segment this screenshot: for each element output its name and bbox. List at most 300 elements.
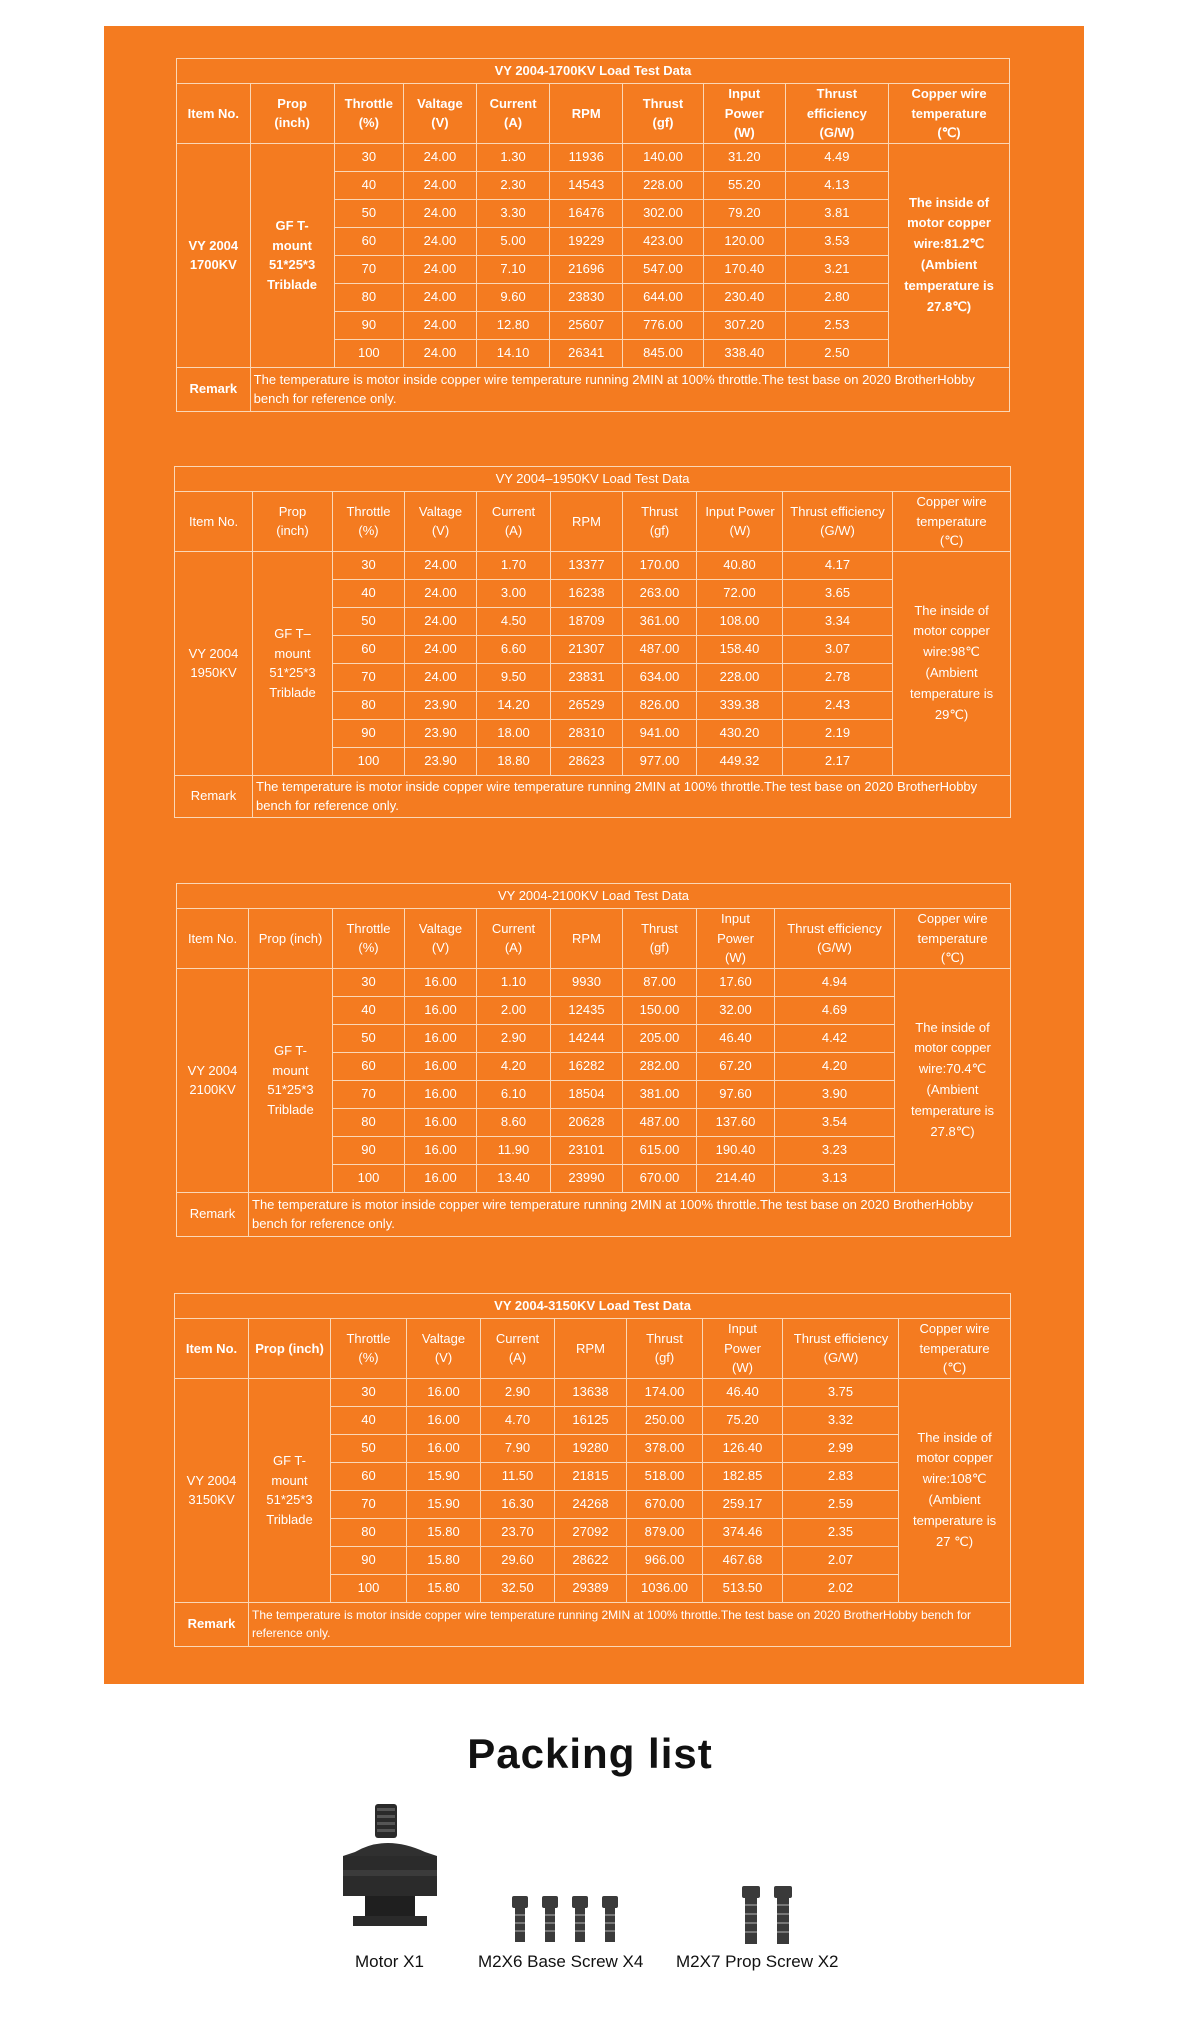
header-input-power: Input Power (W) bbox=[703, 1319, 783, 1379]
data-cell: 16.00 bbox=[405, 1136, 477, 1164]
data-cell: 60 bbox=[334, 227, 404, 255]
data-cell: 845.00 bbox=[623, 339, 704, 367]
packing-list-title: Packing list bbox=[467, 1730, 713, 1777]
data-cell: 15.80 bbox=[407, 1518, 481, 1546]
data-cell: 4.49 bbox=[785, 143, 888, 171]
header-copper-temp: Copper wire temperature (℃) bbox=[895, 909, 1011, 969]
data-cell: 2.17 bbox=[783, 747, 893, 775]
data-cell: 1036.00 bbox=[627, 1574, 703, 1602]
data-cell: 977.00 bbox=[623, 747, 697, 775]
data-cell: 90 bbox=[334, 311, 404, 339]
data-cell: 14.20 bbox=[477, 691, 551, 719]
data-cell: 3.13 bbox=[775, 1164, 895, 1192]
remark-text: The temperature is motor inside copper wire temperature running 2MIN at 100% throttle.The test base on 2020 BrotherHobby bench for reference only. bbox=[249, 1602, 1011, 1646]
data-cell: 32.00 bbox=[697, 996, 775, 1024]
data-cell: 18.00 bbox=[477, 719, 551, 747]
data-cell: 2.30 bbox=[476, 171, 550, 199]
data-cell: 50 bbox=[331, 1434, 407, 1462]
header-thrust-efficiency: Thrust efficiency (G/W) bbox=[783, 1319, 899, 1379]
data-cell: 72.00 bbox=[697, 579, 783, 607]
data-cell: 24.00 bbox=[405, 579, 477, 607]
data-cell: 3.30 bbox=[476, 199, 550, 227]
data-cell: 140.00 bbox=[623, 143, 704, 171]
remark-label: Remark bbox=[177, 367, 251, 411]
copper-note-cell: The inside of motor copper wire:98℃ (Ambient temperature is 29℃) bbox=[893, 551, 1011, 775]
prop-cell: GF T-mount 51*25*3 Triblade bbox=[250, 143, 334, 367]
data-cell: 24.00 bbox=[404, 171, 477, 199]
data-cell: 2.19 bbox=[783, 719, 893, 747]
data-cell: 361.00 bbox=[623, 607, 697, 635]
data-cell: 14244 bbox=[551, 1024, 623, 1052]
data-cell: 2.50 bbox=[785, 339, 888, 367]
data-cell: 60 bbox=[333, 635, 405, 663]
data-cell: 24268 bbox=[555, 1490, 627, 1518]
data-cell: 14.10 bbox=[476, 339, 550, 367]
header-thrust-efficiency: Thrust efficiency (G/W) bbox=[785, 84, 888, 144]
data-cell: 32.50 bbox=[481, 1574, 555, 1602]
header-throttle: Throttle (%) bbox=[333, 909, 405, 969]
data-cell: 24.00 bbox=[404, 255, 477, 283]
data-cell: 634.00 bbox=[623, 663, 697, 691]
data-cell: 2.59 bbox=[783, 1490, 899, 1518]
copper-note-cell: The inside of motor copper wire:70.4℃ (Ambient temperature is 27.8℃) bbox=[895, 968, 1011, 1192]
header-prop: Prop (inch) bbox=[249, 1319, 331, 1379]
data-cell: 378.00 bbox=[627, 1434, 703, 1462]
data-cell: 50 bbox=[334, 199, 404, 227]
data-cell: 150.00 bbox=[623, 996, 697, 1024]
data-cell: 30 bbox=[333, 968, 405, 996]
data-cell: 80 bbox=[331, 1518, 407, 1546]
data-cell: 137.60 bbox=[697, 1108, 775, 1136]
data-cell: 18709 bbox=[551, 607, 623, 635]
data-cell: 21815 bbox=[555, 1462, 627, 1490]
data-cell: 13.40 bbox=[477, 1164, 551, 1192]
data-cell: 381.00 bbox=[623, 1080, 697, 1108]
data-cell: 28310 bbox=[551, 719, 623, 747]
data-cell: 46.40 bbox=[697, 1024, 775, 1052]
data-cell: 16.00 bbox=[407, 1406, 481, 1434]
data-cell: 26529 bbox=[551, 691, 623, 719]
data-cell: 108.00 bbox=[697, 607, 783, 635]
data-cell: 46.40 bbox=[703, 1378, 783, 1406]
load-test-table-2100kv bbox=[176, 883, 1011, 1237]
motor-item bbox=[335, 1800, 445, 1945]
data-cell: 826.00 bbox=[623, 691, 697, 719]
table-body bbox=[175, 1378, 1011, 1602]
header-item-no: Item No. bbox=[177, 909, 249, 969]
data-cell: 19280 bbox=[555, 1434, 627, 1462]
data-cell: 100 bbox=[333, 747, 405, 775]
data-cell: 4.17 bbox=[783, 551, 893, 579]
data-cell: 16.30 bbox=[481, 1490, 555, 1518]
data-cell: 2.35 bbox=[783, 1518, 899, 1546]
prop-screw-item bbox=[740, 1886, 796, 1951]
data-cell: 16125 bbox=[555, 1406, 627, 1434]
data-cell: 80 bbox=[333, 691, 405, 719]
data-cell: 2.80 bbox=[785, 283, 888, 311]
data-cell: 670.00 bbox=[623, 1164, 697, 1192]
header-input-power: Input Power (W) bbox=[703, 84, 785, 144]
data-cell: 24.00 bbox=[405, 635, 477, 663]
data-cell: 23.70 bbox=[481, 1518, 555, 1546]
data-cell: 24.00 bbox=[404, 199, 477, 227]
data-cell: 7.90 bbox=[481, 1434, 555, 1462]
data-cell: 2.83 bbox=[783, 1462, 899, 1490]
data-cell: 3.53 bbox=[785, 227, 888, 255]
pack-label-base-screw: M2X6 Base Screw X4 bbox=[478, 1952, 644, 1971]
data-cell: 338.40 bbox=[703, 339, 785, 367]
header-voltage: Valtage (V) bbox=[405, 909, 477, 969]
header-rpm: RPM bbox=[555, 1319, 627, 1379]
table-body bbox=[177, 143, 1010, 367]
remark-text: The temperature is motor inside copper wire temperature running 2MIN at 100% throttle.The test base on 2020 BrotherHobby bench for reference only. bbox=[250, 367, 1009, 411]
data-cell: 4.70 bbox=[481, 1406, 555, 1434]
header-voltage: Valtage (V) bbox=[407, 1319, 481, 1379]
data-cell: 15.90 bbox=[407, 1490, 481, 1518]
header-voltage: Valtage (V) bbox=[405, 492, 477, 552]
data-cell: 430.20 bbox=[697, 719, 783, 747]
header-prop: Prop (inch) bbox=[250, 84, 334, 144]
header-prop: Prop (inch) bbox=[249, 909, 333, 969]
header-current: Current (A) bbox=[481, 1319, 555, 1379]
data-cell: 263.00 bbox=[623, 579, 697, 607]
data-cell: 16.00 bbox=[407, 1434, 481, 1462]
data-cell: 16476 bbox=[550, 199, 623, 227]
data-cell: 3.65 bbox=[783, 579, 893, 607]
data-cell: 1.10 bbox=[477, 968, 551, 996]
data-cell: 70 bbox=[334, 255, 404, 283]
data-cell: 18504 bbox=[551, 1080, 623, 1108]
table-title: VY 2004-3150KV Load Test Data bbox=[175, 1294, 1011, 1319]
remark-text: The temperature is motor inside copper wire temperature running 2MIN at 100% throttle.The test base on 2020 BrotherHobby bench for reference only. bbox=[249, 1192, 1011, 1236]
header-copper-temp: Copper wire temperature (℃) bbox=[893, 492, 1011, 552]
item-no-cell: VY 2004 2100KV bbox=[177, 968, 249, 1192]
data-cell: 4.94 bbox=[775, 968, 895, 996]
data-cell: 40 bbox=[331, 1406, 407, 1434]
header-item-no: Item No. bbox=[177, 84, 251, 144]
data-cell: 3.21 bbox=[785, 255, 888, 283]
data-cell: 6.60 bbox=[477, 635, 551, 663]
data-cell: 3.32 bbox=[783, 1406, 899, 1434]
data-cell: 70 bbox=[333, 663, 405, 691]
header-thrust-efficiency: Thrust efficiency (G/W) bbox=[783, 492, 893, 552]
data-cell: 16238 bbox=[551, 579, 623, 607]
item-no-cell: VY 2004 1950KV bbox=[175, 551, 253, 775]
data-cell: 100 bbox=[333, 1164, 405, 1192]
motor-icon bbox=[335, 1800, 445, 1940]
header-current: Current (A) bbox=[476, 84, 550, 144]
data-cell: 25607 bbox=[550, 311, 623, 339]
data-cell: 26341 bbox=[550, 339, 623, 367]
data-cell: 941.00 bbox=[623, 719, 697, 747]
data-cell: 70 bbox=[333, 1080, 405, 1108]
data-cell: 28623 bbox=[551, 747, 623, 775]
data-cell: 24.00 bbox=[404, 227, 477, 255]
data-cell: 339.38 bbox=[697, 691, 783, 719]
data-cell: 90 bbox=[331, 1546, 407, 1574]
data-cell: 230.40 bbox=[703, 283, 785, 311]
data-cell: 24.00 bbox=[404, 143, 477, 171]
header-thrust: Thrust (gf) bbox=[627, 1319, 703, 1379]
table-row bbox=[175, 551, 1011, 579]
header-current: Current (A) bbox=[477, 909, 551, 969]
data-cell: 79.20 bbox=[703, 199, 785, 227]
item-no-cell: VY 2004 3150KV bbox=[175, 1378, 249, 1602]
data-cell: 182.85 bbox=[703, 1462, 783, 1490]
prop-screw-icon bbox=[740, 1886, 796, 1946]
data-cell: 190.40 bbox=[697, 1136, 775, 1164]
data-cell: 11936 bbox=[550, 143, 623, 171]
data-cell: 16.00 bbox=[405, 1024, 477, 1052]
data-cell: 467.68 bbox=[703, 1546, 783, 1574]
data-cell: 282.00 bbox=[623, 1052, 697, 1080]
data-cell: 307.20 bbox=[703, 311, 785, 339]
data-cell: 4.42 bbox=[775, 1024, 895, 1052]
data-cell: 615.00 bbox=[623, 1136, 697, 1164]
data-cell: 15.90 bbox=[407, 1462, 481, 1490]
data-cell: 21696 bbox=[550, 255, 623, 283]
data-cell: 3.81 bbox=[785, 199, 888, 227]
data-cell: 30 bbox=[333, 551, 405, 579]
data-cell: 16.00 bbox=[405, 1080, 477, 1108]
data-cell: 23830 bbox=[550, 283, 623, 311]
data-cell: 80 bbox=[333, 1108, 405, 1136]
data-cell: 29389 bbox=[555, 1574, 627, 1602]
header-thrust: Thrust (gf) bbox=[623, 492, 697, 552]
data-cell: 4.50 bbox=[477, 607, 551, 635]
data-cell: 50 bbox=[333, 607, 405, 635]
table-row bbox=[177, 968, 1011, 996]
data-cell: 2.90 bbox=[481, 1378, 555, 1406]
header-throttle: Throttle (%) bbox=[334, 84, 404, 144]
data-cell: 4.69 bbox=[775, 996, 895, 1024]
data-cell: 3.34 bbox=[783, 607, 893, 635]
data-cell: 776.00 bbox=[623, 311, 704, 339]
header-prop: Prop (inch) bbox=[253, 492, 333, 552]
data-cell: 23101 bbox=[551, 1136, 623, 1164]
copper-note-cell: The inside of motor copper wire:108℃ (Ambient temperature is 27 ℃) bbox=[899, 1378, 1011, 1602]
data-cell: 16.00 bbox=[405, 996, 477, 1024]
data-cell: 31.20 bbox=[703, 143, 785, 171]
remark-text: The temperature is motor inside copper wire temperature running 2MIN at 100% throttle.The test base on 2020 BrotherHobby bench for reference only. bbox=[253, 775, 1011, 817]
data-cell: 3.00 bbox=[477, 579, 551, 607]
table-title: VY 2004-2100KV Load Test Data bbox=[177, 884, 1011, 909]
data-cell: 1.70 bbox=[477, 551, 551, 579]
prop-cell: GF T–mount 51*25*3 Triblade bbox=[253, 551, 333, 775]
load-test-table-1950kv bbox=[174, 466, 1011, 818]
data-cell: 15.80 bbox=[407, 1546, 481, 1574]
data-cell: 97.60 bbox=[697, 1080, 775, 1108]
data-cell: 40 bbox=[334, 171, 404, 199]
data-cell: 259.17 bbox=[703, 1490, 783, 1518]
data-cell: 158.40 bbox=[697, 635, 783, 663]
data-cell: 423.00 bbox=[623, 227, 704, 255]
data-cell: 17.60 bbox=[697, 968, 775, 996]
data-cell: 23831 bbox=[551, 663, 623, 691]
data-cell: 40.80 bbox=[697, 551, 783, 579]
table-title: VY 2004–1950KV Load Test Data bbox=[175, 467, 1011, 492]
data-cell: 449.32 bbox=[697, 747, 783, 775]
data-cell: 40 bbox=[333, 996, 405, 1024]
data-cell: 16.00 bbox=[405, 1164, 477, 1192]
remark-label: Remark bbox=[175, 775, 253, 817]
table-body bbox=[175, 551, 1011, 775]
data-cell: 12435 bbox=[551, 996, 623, 1024]
data-cell: 6.10 bbox=[477, 1080, 551, 1108]
remark-label: Remark bbox=[177, 1192, 249, 1236]
data-cell: 24.00 bbox=[404, 311, 477, 339]
data-cell: 23.90 bbox=[405, 691, 477, 719]
data-cell: 18.80 bbox=[477, 747, 551, 775]
data-cell: 13638 bbox=[555, 1378, 627, 1406]
data-cell: 2.43 bbox=[783, 691, 893, 719]
data-cell: 30 bbox=[334, 143, 404, 171]
remark-label: Remark bbox=[175, 1602, 249, 1646]
data-cell: 100 bbox=[334, 339, 404, 367]
data-cell: 90 bbox=[333, 1136, 405, 1164]
data-cell: 75.20 bbox=[703, 1406, 783, 1434]
table-title: VY 2004-1700KV Load Test Data bbox=[177, 59, 1010, 84]
data-cell: 30 bbox=[331, 1378, 407, 1406]
data-cell: 60 bbox=[333, 1052, 405, 1080]
data-cell: 21307 bbox=[551, 635, 623, 663]
copper-note-cell: The inside of motor copper wire:81.2℃ (Ambient temperature is 27.8℃) bbox=[889, 143, 1010, 367]
data-cell: 20628 bbox=[551, 1108, 623, 1136]
load-test-table-1700kv bbox=[176, 58, 1010, 412]
data-cell: 547.00 bbox=[623, 255, 704, 283]
data-cell: 228.00 bbox=[697, 663, 783, 691]
data-cell: 23.90 bbox=[405, 747, 477, 775]
data-cell: 228.00 bbox=[623, 171, 704, 199]
data-cell: 2.53 bbox=[785, 311, 888, 339]
data-cell: 70 bbox=[331, 1490, 407, 1518]
data-cell: 120.00 bbox=[703, 227, 785, 255]
data-cell: 11.50 bbox=[481, 1462, 555, 1490]
load-test-table-3150kv bbox=[174, 1293, 1011, 1647]
data-cell: 19229 bbox=[550, 227, 623, 255]
data-cell: 518.00 bbox=[627, 1462, 703, 1490]
pack-label-motor: Motor X1 bbox=[355, 1952, 424, 1971]
data-cell: 3.75 bbox=[783, 1378, 899, 1406]
header-rpm: RPM bbox=[551, 909, 623, 969]
data-cell: 24.00 bbox=[404, 339, 477, 367]
data-cell: 2.07 bbox=[783, 1546, 899, 1574]
data-cell: 2.00 bbox=[477, 996, 551, 1024]
data-cell: 87.00 bbox=[623, 968, 697, 996]
data-cell: 13377 bbox=[551, 551, 623, 579]
data-cell: 40 bbox=[333, 579, 405, 607]
data-cell: 67.20 bbox=[697, 1052, 775, 1080]
header-thrust: Thrust (gf) bbox=[623, 909, 697, 969]
data-cell: 1.30 bbox=[476, 143, 550, 171]
prop-cell: GF T-mount 51*25*3 Triblade bbox=[249, 968, 333, 1192]
data-cell: 23990 bbox=[551, 1164, 623, 1192]
data-cell: 4.20 bbox=[477, 1052, 551, 1080]
data-cell: 55.20 bbox=[703, 171, 785, 199]
table-body bbox=[177, 968, 1011, 1192]
data-cell: 80 bbox=[334, 283, 404, 311]
data-cell: 7.10 bbox=[476, 255, 550, 283]
data-cell: 24.00 bbox=[404, 283, 477, 311]
header-voltage: Valtage (V) bbox=[404, 84, 477, 144]
data-cell: 250.00 bbox=[627, 1406, 703, 1434]
data-cell: 4.20 bbox=[775, 1052, 895, 1080]
header-item-no: Item No. bbox=[175, 1319, 249, 1379]
data-cell: 16.00 bbox=[407, 1378, 481, 1406]
base-screw-item bbox=[508, 1896, 620, 1951]
data-cell: 11.90 bbox=[477, 1136, 551, 1164]
header-item-no: Item No. bbox=[175, 492, 253, 552]
data-cell: 9930 bbox=[551, 968, 623, 996]
pack-label-prop-screw: M2X7 Prop Screw X2 bbox=[676, 1952, 839, 1971]
data-cell: 205.00 bbox=[623, 1024, 697, 1052]
header-throttle: Throttle (%) bbox=[331, 1319, 407, 1379]
data-cell: 24.00 bbox=[405, 551, 477, 579]
data-cell: 3.90 bbox=[775, 1080, 895, 1108]
data-cell: 100 bbox=[331, 1574, 407, 1602]
data-cell: 879.00 bbox=[627, 1518, 703, 1546]
data-cell: 60 bbox=[331, 1462, 407, 1490]
header-rpm: RPM bbox=[550, 84, 623, 144]
header-thrust: Thrust (gf) bbox=[623, 84, 704, 144]
data-cell: 27092 bbox=[555, 1518, 627, 1546]
data-cell: 126.40 bbox=[703, 1434, 783, 1462]
header-current: Current (A) bbox=[477, 492, 551, 552]
data-cell: 9.60 bbox=[476, 283, 550, 311]
header-rpm: RPM bbox=[551, 492, 623, 552]
data-cell: 374.46 bbox=[703, 1518, 783, 1546]
data-cell: 2.02 bbox=[783, 1574, 899, 1602]
data-cell: 966.00 bbox=[627, 1546, 703, 1574]
base-screw-icon bbox=[508, 1896, 620, 1946]
data-cell: 24.00 bbox=[405, 607, 477, 635]
data-cell: 170.00 bbox=[623, 551, 697, 579]
header-copper-temp: Copper wire temperature (℃) bbox=[899, 1319, 1011, 1379]
data-cell: 28622 bbox=[555, 1546, 627, 1574]
header-input-power: Input Power (W) bbox=[697, 909, 775, 969]
data-cell: 12.80 bbox=[476, 311, 550, 339]
data-cell: 16.00 bbox=[405, 1108, 477, 1136]
data-cell: 513.50 bbox=[703, 1574, 783, 1602]
data-cell: 2.99 bbox=[783, 1434, 899, 1462]
data-cell: 3.07 bbox=[783, 635, 893, 663]
data-cell: 16.00 bbox=[405, 1052, 477, 1080]
data-cell: 16.00 bbox=[405, 968, 477, 996]
data-cell: 487.00 bbox=[623, 635, 697, 663]
data-cell: 174.00 bbox=[627, 1378, 703, 1406]
header-thrust-efficiency: Thrust efficiency (G/W) bbox=[775, 909, 895, 969]
table-row bbox=[177, 143, 1010, 171]
data-cell: 2.78 bbox=[783, 663, 893, 691]
data-cell: 23.90 bbox=[405, 719, 477, 747]
data-cell: 214.40 bbox=[697, 1164, 775, 1192]
data-cell: 16282 bbox=[551, 1052, 623, 1080]
data-cell: 24.00 bbox=[405, 663, 477, 691]
header-copper-temp: Copper wire temperature (℃) bbox=[889, 84, 1010, 144]
item-no-cell: VY 2004 1700KV bbox=[177, 143, 251, 367]
data-cell: 15.80 bbox=[407, 1574, 481, 1602]
data-cell: 50 bbox=[333, 1024, 405, 1052]
data-cell: 14543 bbox=[550, 171, 623, 199]
data-cell: 3.54 bbox=[775, 1108, 895, 1136]
data-cell: 4.13 bbox=[785, 171, 888, 199]
data-cell: 644.00 bbox=[623, 283, 704, 311]
data-cell: 2.90 bbox=[477, 1024, 551, 1052]
data-cell: 302.00 bbox=[623, 199, 704, 227]
data-cell: 90 bbox=[333, 719, 405, 747]
header-input-power: Input Power (W) bbox=[697, 492, 783, 552]
table-row bbox=[175, 1378, 1011, 1406]
